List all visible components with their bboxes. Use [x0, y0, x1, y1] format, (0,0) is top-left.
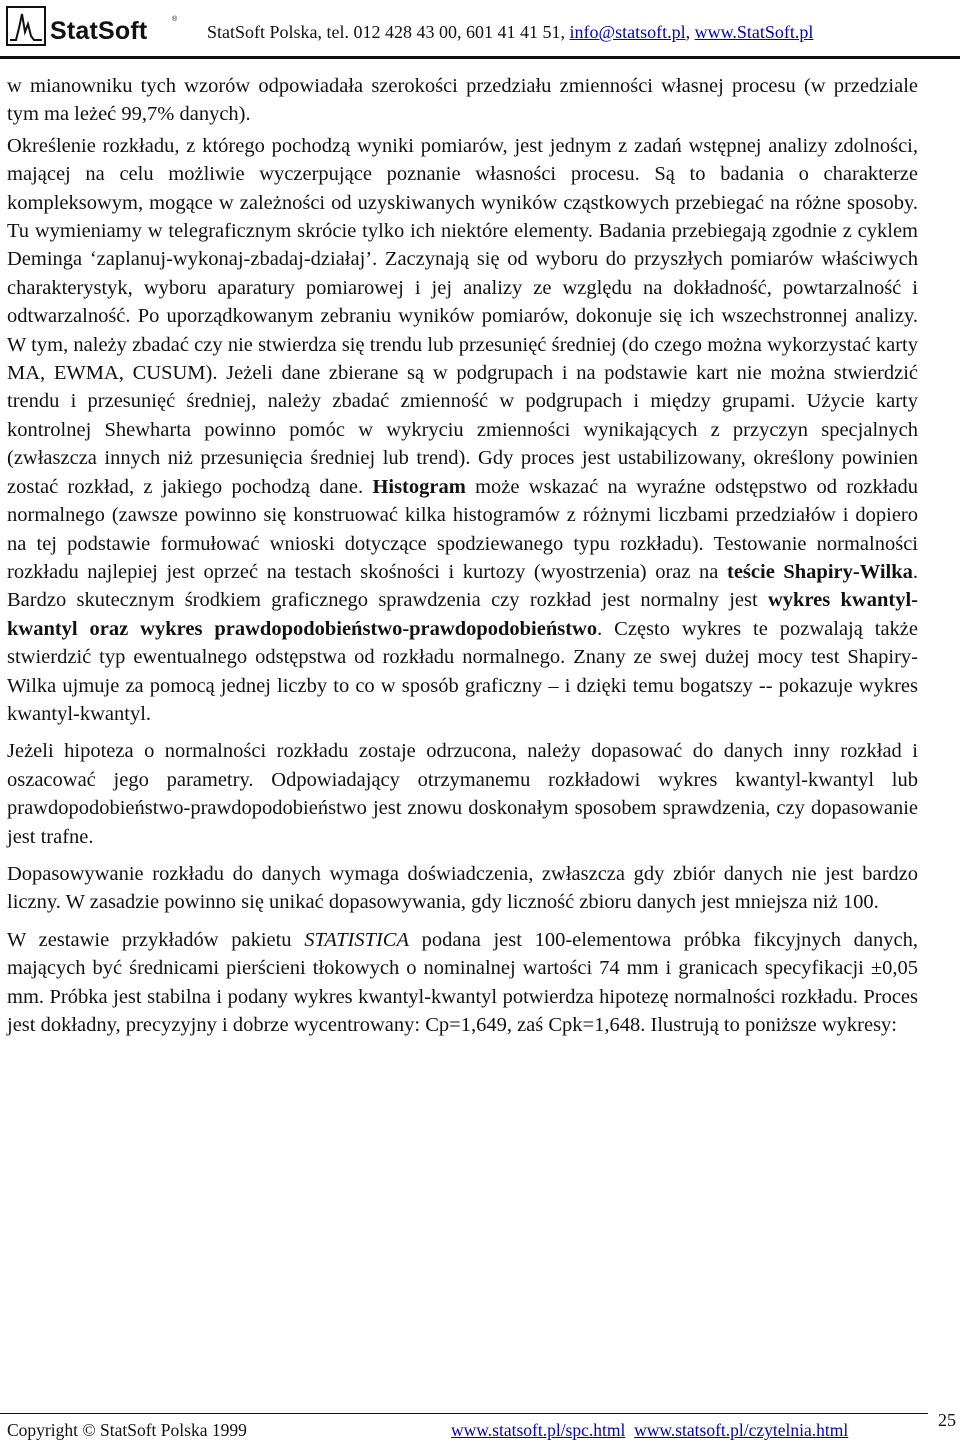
- footer-copyright: Copyright © StatSoft Polska 1999: [7, 1420, 247, 1440]
- registered-mark: ®: [172, 16, 178, 23]
- header-divider: [0, 56, 960, 59]
- contact-separator: ,: [685, 22, 695, 42]
- paragraph-2-part-c: . Bardzo skutecznym środkiem graficznego sprawdzenia czy rozkład jest normalny jest: [7, 560, 918, 612]
- paragraph-2-part-a: Określenie rozkładu, z którego pochodzą wyniki pomiarów, jest jednym z zadań wstępnej analizy zdolności, mającej na celu możliwie wyczerpujące poznanie własności procesu. Są to badania o charakterze kompleksowym, mogące w zależności od uzyskiwanych wyników cząstkowych przebiegać na różne sposoby. Tu wymieniamy w telegraficznym skrócie tylko ich niektóre elementy. Badania przebiegają zgodnie z cyklem Deminga ‘zaplanuj-wykonaj-zbadaj-działaj’. Zaczynają się od wyboru do przyszłych pomiarów właściwych charakterystyk, wyboru aparatury pomiarowej i jej analizy ze względu na dokładność, powtarzalność i odtwarzalność. Po uporządkowanym zebraniu wyników pomiarów, dokonuje się ich wszechstronnej analizy. W tym, należy zbadać czy nie stwierdza się trendu lub przesunięć średniej (do czego można wykorzystać karty MA, EWMA, CUSUM). Jeżeli dane zbierane są w podgrupach i na podstawie kart nie można stwierdzić trendu i przesunięć średniej, należy zbadać zmienność w podgrupach i między grupami. Użycie karty kontrolnej Shewharta powinno pomóc w wykryciu zmienności wynikających z przyczyn specjalnych (zwłaszcza innych niż przesunięcia średniej lub trend). Gdy proces jest ustabilizowany, określony powinien zostać rozkład, z jakiego pochodzą dane.: [7, 134, 918, 498]
- histogram-term: Histogram: [372, 475, 466, 498]
- footer-divider: [0, 1413, 928, 1414]
- paragraph-4: Dopasowywanie rozkładu do danych wymaga doświadczenia, zwłaszcza gdy zbiór danych nie jest bardzo liczny. W zasadzie powinno się unikać dopasowywania, gdy liczność zbioru danych jest mniejsza niż 100.: [7, 862, 918, 914]
- logo-text: StatSoft: [50, 17, 148, 45]
- page-header: [0, 0, 960, 62]
- paragraph-5: [7, 926, 918, 1040]
- paragraph-5-part-a: W zestawie przykładów pakietu: [7, 928, 305, 951]
- czytelnia-link[interactable]: www.statsoft.pl/czytelnia.html: [634, 1420, 849, 1440]
- statsoft-logo-icon: [6, 6, 46, 46]
- page-number: 25: [938, 1410, 956, 1430]
- paragraph-1: w mianowniku tych wzorów odpowiadała szerokości przedziału zmienności własnej procesu (w przedziale tym ma leżeć 99,7% danych).: [7, 75, 918, 126]
- header-contact: [207, 22, 813, 43]
- shapiro-wilk-term: teście Shapiry-Wilka: [727, 560, 913, 583]
- paragraph-3: Jeżeli hipoteza o normalności rozkładu zostaje odrzucona, należy dopasować do danych inny rozkład i oszacować jego parametry. Odpowiadający otrzymanemu rozkładowi wykres kwantyl-kwantyl lub prawdopodobieństwo-prawdopodobieństwo jest znowu doskonałym sposobem sprawdzenia, czy dopasowanie jest trafne.: [7, 740, 918, 848]
- document-body: [7, 72, 918, 1048]
- paragraph-5-part-b: podana jest 100-elementowa próbka fikcyjnych danych, mających być średnicami pierścieni tłokowych o nominalnej wartości 74 mm i granicach specyfikacji ±0,05 mm. Próbka jest stabilna i podany wykres kwantyl-kwantyl potwierdza hipotezę normalności rozkładu. Proces jest dokładny, precyzyjny i dobrze wycentrowany: Cp=1,649, zaś Cpk=1,648. Ilustrują to poniższe wykresy:: [7, 928, 918, 1036]
- plots-term: wykres kwantyl-kwantyl oraz wykres prawdopodobieństwo-prawdopodobieństwo: [7, 589, 918, 640]
- email-link[interactable]: info@statsoft.pl: [569, 22, 686, 42]
- footer-links: [451, 1420, 848, 1441]
- paragraph-2-part-d: . Często wykres te pozwalają także stwierdzić typ ewentualnego odstępstwa od rozkładu normalnego. Znany ze swej dużej mocy test Shapiry-Wilka ujmuje za pomocą jednej liczby to co w sposób graficzny – i dzięki temu bogatszy -- pokazuje wykres kwantyl-kwantyl.: [7, 617, 918, 725]
- statistica-term: STATISTICA: [304, 928, 409, 951]
- contact-text: StatSoft Polska, tel. 012 428 43 00, 601 41 41 51,: [207, 22, 570, 42]
- paragraph-2: [7, 132, 918, 729]
- spc-link[interactable]: www.statsoft.pl/spc.html: [451, 1420, 626, 1440]
- paragraph-2-part-b: może wskazać na wyraźne odstępstwo od rozkładu normalnego (zawsze powinno się konstruować kilka histogramów z różnymi liczbami przedziałów i dopiero na tej podstawie formułować wnioski dotyczące spodziewanego typu rozkładu). Testowanie normalności rozkładu najlepiej jest oprzeć na testach skośności i kurtozy (wyostrzenia) oraz na: [7, 475, 918, 583]
- website-link[interactable]: www.StatSoft.pl: [694, 22, 814, 42]
